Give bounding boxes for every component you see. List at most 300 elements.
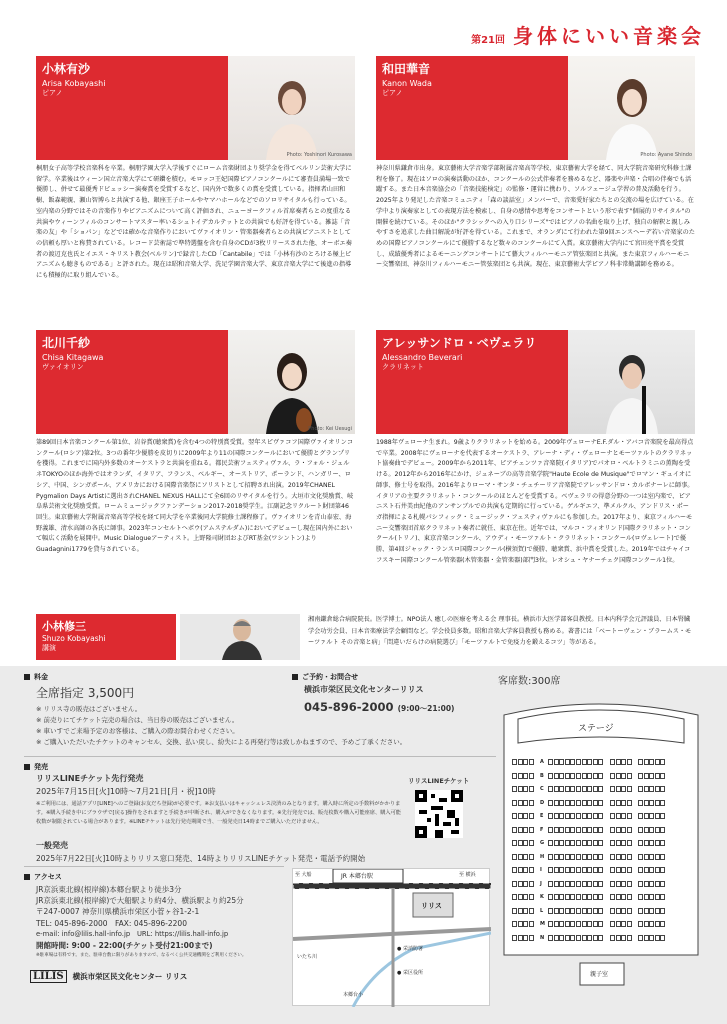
seat: [554, 894, 559, 900]
seat: [593, 935, 598, 941]
seat: [598, 786, 603, 792]
seat: [518, 867, 523, 873]
seat: [610, 800, 615, 806]
portrait-icon: [262, 346, 322, 434]
seat: [570, 894, 575, 900]
seat: [582, 840, 587, 846]
seat: [518, 759, 523, 765]
seat: [638, 813, 643, 819]
seat: [627, 840, 632, 846]
name-panel: [376, 330, 568, 434]
sale-heading: 発売: [24, 762, 48, 772]
seat: [616, 908, 621, 914]
seat: [582, 827, 587, 833]
seat: [576, 786, 581, 792]
seat: [649, 881, 654, 887]
seat: [627, 921, 632, 927]
photo-credit: Photo: Ayane Shindo: [640, 152, 692, 158]
seat: [559, 759, 564, 765]
seat: [598, 759, 603, 765]
seat: [570, 867, 575, 873]
ticket-note: ※ 車いすでご来場予定のお客様は、ご購入の際お問合わせください。: [36, 727, 239, 735]
seat-row-label: D: [540, 799, 545, 806]
seat: [644, 881, 649, 887]
seat: [559, 935, 564, 941]
seat: [582, 854, 587, 860]
seat: [627, 867, 632, 873]
seat: [570, 813, 575, 819]
seat: [582, 894, 587, 900]
seat: [644, 759, 649, 765]
seat: [655, 935, 660, 941]
seat: [621, 867, 626, 873]
seat: [529, 813, 534, 819]
seat: [593, 867, 598, 873]
seat: [621, 881, 626, 887]
seat: [570, 881, 575, 887]
ticket-price: 全席指定 3,500円: [36, 686, 135, 700]
map-place: ● 栄消防署: [397, 946, 423, 952]
seat: [512, 881, 517, 887]
seat: [638, 908, 643, 914]
seat: [587, 854, 592, 860]
seat: [598, 867, 603, 873]
seat: [529, 786, 534, 792]
seat: [644, 827, 649, 833]
seat: [565, 894, 570, 900]
seat: [570, 840, 575, 846]
seat: [621, 854, 626, 860]
seat: [548, 921, 553, 927]
seat: [644, 894, 649, 900]
seat: [512, 827, 517, 833]
performer-bio: 神奈川県鎌倉市出身。東京藝術大学音楽学部附属音楽高等学校、東京藝術大学を経て、同大学院音楽研究科修士課程を修了。現在はソロの演奏活動のほか、コンクールの公式伴奏者を務めるなど、器楽や声楽・合唱の伴奏でも活躍する。また日本音楽協会の「音楽技能検定」の監修・運営に携わり、ソルフェージュ学習の普及活動を行う。2025年より発足した音楽コミュニティ「森の談話室」メンバーで、音楽愛好家たちとの交流の場を広げている。在学中より演奏家としての表現方法を模索し、自身の感情や思考をコンサートという形で表す"個展的リサイタル"の開催を続けている。そのほか"クラシックへの入り口シリーズ"ではピアノの名曲を取り上げ、独自の解釈と親しみやすさを追求した曲目解説が好評を得ている。これまで、オランダにて行われた第9回エンスヘーデ若い音楽家のための国際ピアノコンクールにて優勝するなど数々のコンクールにて入賞。東京藝術大学内にて宮田亮平賞を受賞し、成績優秀者によるモーニングコンサートにて藝大フィルハーモニア管弦楽団と共演。また東京フィルハーモニー交響楽団、神奈川フィルハーモニー管弦楽団とも共演。現在、東京藝術大学ピアノ科非常勤講師を務める。: [376, 165, 695, 269]
seat: [554, 813, 559, 819]
contact-phone: 045-896-2000 (9:00～21:00): [304, 700, 455, 714]
seat: [518, 894, 523, 900]
seat: [655, 854, 660, 860]
seat: [660, 921, 665, 927]
seat: [616, 921, 621, 927]
seat: [655, 759, 660, 765]
seat: [593, 813, 598, 819]
seat: [621, 800, 626, 806]
seat: [616, 881, 621, 887]
seat: [593, 786, 598, 792]
performer-name-jp: 小林有沙: [42, 62, 91, 76]
performer-role: クラリネット: [382, 363, 424, 371]
line-sale-notes: ※ご利用には、通話アプリ[LINE]へのご登録(お友だち登録)が必要です。※お支払いはキャッシュレス決済のみとなります。購入時に所定の手数料がかかります。※購入手続き中にブラウザで[戻る]操作をされますと手続きが中断され、購入ができなくなります。※先行発売では、販売枚数や購入可能座席、購入可能枚数が制限されている場合があります。※LINEチケットは先行発売期間で当、一般発売日14時までご購入いただけません。: [36, 801, 401, 825]
seat: [518, 921, 523, 927]
seat: [655, 800, 660, 806]
performer-card: [36, 56, 355, 334]
seat: [649, 921, 654, 927]
seat: [660, 827, 665, 833]
seat: [610, 813, 615, 819]
name-panel: [36, 330, 228, 434]
seat: [570, 800, 575, 806]
seat: [649, 813, 654, 819]
seat-row-label: G: [540, 840, 545, 846]
seat: [518, 827, 523, 833]
seat: [621, 935, 626, 941]
seat: [548, 786, 553, 792]
seat: [655, 881, 660, 887]
seat: [523, 935, 528, 941]
performer-photo: [228, 330, 355, 434]
seat: [587, 921, 592, 927]
seat: [644, 786, 649, 792]
seat: [570, 759, 575, 765]
map-station: JR 本郷台駅: [341, 873, 373, 880]
seat: [610, 759, 615, 765]
seat: [570, 827, 575, 833]
seat: [655, 813, 660, 819]
seat: [627, 935, 632, 941]
seat: [660, 894, 665, 900]
seating-chart: [498, 685, 703, 1015]
seat-row-label: L: [540, 907, 544, 914]
seat: [616, 800, 621, 806]
performer-name-en: Chisa Kitagawa: [42, 353, 104, 362]
seat: [512, 800, 517, 806]
seat: [582, 800, 587, 806]
seat: [529, 773, 534, 779]
seat: [529, 867, 534, 873]
seat: [554, 840, 559, 846]
seat: [529, 921, 534, 927]
seat: [559, 827, 564, 833]
seat: [598, 908, 603, 914]
seat: [576, 867, 581, 873]
seat: [570, 854, 575, 860]
seat: [565, 908, 570, 914]
seat: [598, 813, 603, 819]
header: [471, 20, 705, 49]
seat: [554, 854, 559, 860]
seat: [576, 827, 581, 833]
seat: [616, 840, 621, 846]
performer-name-jp: 北川千紗: [42, 336, 91, 350]
seat: [554, 786, 559, 792]
seat: [559, 894, 564, 900]
seat: [512, 921, 517, 927]
seat: [638, 854, 643, 860]
ticket-note: ※ 前売りにてチケット完売の場合は、当日券の販売はございません。: [36, 716, 239, 724]
seat: [644, 800, 649, 806]
seat: [570, 921, 575, 927]
seat: [649, 786, 654, 792]
seat: [627, 786, 632, 792]
seat: [523, 759, 528, 765]
seat: [638, 867, 643, 873]
access-line: 開館時間: 9:00 - 22:00(チケット受付21:00まで): [36, 941, 213, 951]
seat: [548, 759, 553, 765]
seat: [638, 800, 643, 806]
seat: [598, 840, 603, 846]
seat: [649, 894, 654, 900]
seat: [512, 786, 517, 792]
seat: [565, 800, 570, 806]
seat: [512, 908, 517, 914]
access-line: e-mail: info@lilis.hall-info.jp URL: https://lilis.hall-info.jp: [36, 929, 229, 938]
map-place: ● 栄区役所: [397, 970, 423, 976]
name-panel: [36, 56, 228, 160]
seat: [660, 759, 665, 765]
seat: [523, 921, 528, 927]
seat: [512, 854, 517, 860]
performer-bio: 1988年ヴェローナ生まれ。9歳よりクラリネットを始める。2009年ヴェローナE.F.ダル・アバコ音楽院を最高得点で卒業。2008年にヴェローナを代表するオーケストラ、アレーナ・ディ・ヴェローナとモーツァルトのクラリネット協奏曲でデビュー。2009年から2011年、ピアチェンツァ音楽院(イタリア)でパオロ・ベルトラミニの薫陶を受ける。2012年から2016年にかけ、ジュネーブの高等音楽学院"Haute Ecole de Musique"でロマン・ギュイオに師事、修士号を取得。2016年よりローマ・サンタ・チェチーリア音楽院でアレッサンドロ・カルボナーレに師事。イタリアの主要クラリネット・コンクールのほとんどを受賞する。ベヴェラリの得意分野の一つは室内楽で、ピアニスト石井美由紀他のアンサンブルでの共演も定期的に行っている。ゲルギエフ、準メルクル、アンドリス・ポーガ指揮による札幌パシフィック・ミュージック・フェスティヴァルにも参加した。2017年より、東京フィルハーモニー交響楽団首席クラリネット奏者に就任、東京在住。近年では、マルコ・フィオリンド国際クラリネット・コンクール(トリノ)、東京音楽コンクール、アウディ・モーツァルト・クラリネット・コンクール(ロヴェレート)で優勝、第4回ジャック・ランスロ国際コンクール(横須賀)で優勝、聴衆賞、浜中賞を受賞した。2019年ではチャイコフスキー国際コンクール管楽器(木管楽器・金管楽器)部門3位。レオシュ・ヤナーチェク国際コンクール1位。: [376, 439, 694, 564]
seat: [638, 759, 643, 765]
seat: [660, 800, 665, 806]
seat-row-label: E: [540, 813, 544, 819]
seat: [660, 908, 665, 914]
seat: [565, 827, 570, 833]
performer-name-en: Alessandro Beverari: [382, 353, 463, 362]
seat: [649, 773, 654, 779]
seat: [559, 786, 564, 792]
access-line: JR京浜東北線(根岸線)本郷台駅より徒歩3分: [36, 885, 182, 894]
seat: [576, 921, 581, 927]
access-line: JR京浜東北線(根岸線)で大船駅より約4分、横浜駅より約25分: [36, 896, 244, 906]
ticket-note: ※ リリス寺の販売はございません。: [36, 705, 142, 713]
seat: [660, 786, 665, 792]
access-info: [36, 884, 291, 951]
seat: [518, 908, 523, 914]
seat: [523, 773, 528, 779]
seat: [565, 854, 570, 860]
seat: [649, 840, 654, 846]
seat-row-label: F: [540, 826, 544, 833]
seat: [554, 921, 559, 927]
seat: [559, 921, 564, 927]
seat: [512, 935, 517, 941]
performer-name-en: Arisa Kobayashi: [42, 79, 106, 88]
seat-row-label: M: [540, 921, 545, 927]
seat: [559, 881, 564, 887]
seat: [518, 840, 523, 846]
seat: [644, 773, 649, 779]
seat: [559, 773, 564, 779]
seat: [548, 935, 553, 941]
seat: [565, 867, 570, 873]
seat: [548, 881, 553, 887]
seat: [576, 908, 581, 914]
seat: [548, 894, 553, 900]
seat: [610, 894, 615, 900]
seat: [523, 786, 528, 792]
qr-code[interactable]: [415, 790, 463, 838]
seat: [587, 867, 592, 873]
footer-logo: [30, 970, 187, 983]
map-road: 至 横浜: [459, 872, 476, 878]
map-road: 至 大船: [295, 872, 312, 878]
map-place: 本郷台小: [343, 992, 364, 998]
portrait-icon: [220, 614, 264, 660]
portrait-icon: [262, 72, 322, 160]
seat: [616, 759, 621, 765]
seat: [565, 786, 570, 792]
seat: [627, 759, 632, 765]
seat: [627, 908, 632, 914]
seat: [638, 935, 643, 941]
lecturer-section: [36, 614, 696, 660]
seat: [523, 827, 528, 833]
photo-credit: Photo: Kei Uesugi: [308, 426, 352, 432]
map-icon: [293, 869, 491, 1007]
seat-count: 客席数:300席: [498, 676, 561, 687]
seat: [518, 800, 523, 806]
contact-venue: 横浜市栄区民文化センターリリス: [304, 685, 424, 694]
seat: [616, 773, 621, 779]
seat: [554, 881, 559, 887]
general-sale-date: 2025年7月22日[火]10時よりリリス窓口発売、14時よりリリスLINEチケット発売・電話予約開始: [36, 854, 366, 863]
seat: [523, 854, 528, 860]
seat: [655, 867, 660, 873]
seat: [548, 773, 553, 779]
seat: [565, 759, 570, 765]
seat: [559, 800, 564, 806]
seat: [598, 881, 603, 887]
seat: [593, 854, 598, 860]
stage-label: ステージ: [578, 724, 614, 734]
seat: [660, 935, 665, 941]
seat: [559, 854, 564, 860]
seat: [529, 800, 534, 806]
seat: [598, 921, 603, 927]
seat: [644, 921, 649, 927]
seat: [660, 854, 665, 860]
seat: [565, 813, 570, 819]
ticket-heading: 料金: [24, 672, 48, 682]
edition-label: 第21回: [471, 35, 505, 46]
seat: [649, 935, 654, 941]
seat: [638, 881, 643, 887]
seat: [587, 773, 592, 779]
seat: [582, 759, 587, 765]
seat: [610, 935, 615, 941]
seat: [610, 921, 615, 927]
seat: [523, 813, 528, 819]
seat: [523, 800, 528, 806]
seat: [644, 854, 649, 860]
seat: [598, 935, 603, 941]
seat-row-label: A: [540, 759, 544, 765]
seat: [616, 867, 621, 873]
seat-row-label: K: [540, 894, 544, 900]
map-lilis: リリス: [421, 902, 442, 910]
performer-card: [376, 56, 695, 334]
seat: [660, 773, 665, 779]
qr-label: リリスLINEチケット: [408, 777, 470, 785]
seat: [523, 867, 528, 873]
seat: [598, 827, 603, 833]
seat: [621, 921, 626, 927]
portrait-icon: [602, 346, 662, 434]
seat: [627, 773, 632, 779]
seat: [548, 854, 553, 860]
seat: [593, 840, 598, 846]
seat: [565, 935, 570, 941]
seat: [529, 908, 534, 914]
seat: [610, 908, 615, 914]
seat: [554, 773, 559, 779]
seat: [523, 840, 528, 846]
general-sale-title: 一般発売: [36, 841, 68, 850]
seat: [576, 800, 581, 806]
seat: [655, 827, 660, 833]
seat: [576, 935, 581, 941]
seat: [610, 773, 615, 779]
seat-row-label: I: [540, 867, 542, 873]
seat: [523, 894, 528, 900]
seat: [655, 894, 660, 900]
lecturer-name-en: Shuzo Kobayashi: [42, 634, 106, 643]
seat: [627, 854, 632, 860]
seat: [548, 800, 553, 806]
seat: [621, 840, 626, 846]
seat: [548, 813, 553, 819]
seat: [570, 773, 575, 779]
seat: [638, 840, 643, 846]
seat: [576, 759, 581, 765]
seat: [582, 921, 587, 927]
seat: [616, 894, 621, 900]
seat: [548, 908, 553, 914]
lecturer-name-jp: 小林修三: [42, 620, 86, 633]
seat: [616, 935, 621, 941]
seat: [587, 894, 592, 900]
seat: [610, 827, 615, 833]
seat: [576, 894, 581, 900]
seat: [559, 813, 564, 819]
seat: [593, 759, 598, 765]
seat: [512, 759, 517, 765]
seat: [512, 840, 517, 846]
seat: [621, 908, 626, 914]
seat: [529, 881, 534, 887]
seat: [644, 813, 649, 819]
seat: [649, 867, 654, 873]
seat: [638, 773, 643, 779]
seat: [570, 935, 575, 941]
seat: [582, 786, 587, 792]
seat: [529, 759, 534, 765]
seat: [627, 800, 632, 806]
performer-bio: 第89回日本音楽コンクール第1位、岩谷賞(聴衆賞)を含む4つの特別賞受賞。翌年スピヴァコフ国際ヴァイオリンコンクール(ロシア)第2位。3つの番年少優勝を皮切りに2009年より11の国際コンクールにおいて優勝とグランプリを獲得。これまでに国内外多数のオーケストラと共演を重ねる。都民芸術フェスティヴァル、ラ・フォル・ジュルネTOKYOのほか海外ではオランダ、イタリア、フランス、ベルギー、オーストリア、ポーランド、ハンガリー、ロシア、中国、シンガポール、アメリカにおける国際音楽祭にソリストとして招聘され出演。2019年CHANEL Pygmalion Days Artistに選出されCHANEL NEXUS HALLにて全6回のリサイタルを行う。大垣市文化奨励賞、岐阜県芸術文化奨励受賞。ロームミュージックファンデーション2017-2018奨学生。江副記念リクルート財団第46回生。東京藝術大学附属音楽高等学校を経て同大学を卒業後同大学院修士課程修了。ヴァイオリンを青山泰宏、海野義雄、清水高師の各氏に師事。2023年コンセルトヘボウ(アムステルダム)においてデビューし現在国内外において幅広く活動を展開中。Music Dialogueアーティスト。上野隆司財団およびRT基金(ワシントン)よりGuadagnini1779を貸与されている。: [36, 439, 354, 554]
access-map[interactable]: [292, 868, 490, 1006]
seat: [576, 813, 581, 819]
seat: [649, 800, 654, 806]
seat: [598, 894, 603, 900]
seat: [576, 854, 581, 860]
seat: [576, 881, 581, 887]
name-panel: [376, 56, 568, 160]
seat: [512, 813, 517, 819]
seat: [598, 854, 603, 860]
seat: [627, 813, 632, 819]
seat: [576, 773, 581, 779]
seat: [582, 773, 587, 779]
seat: [644, 840, 649, 846]
seat: [587, 935, 592, 941]
seat: [576, 840, 581, 846]
seat: [655, 786, 660, 792]
seat: [582, 935, 587, 941]
seat: [610, 854, 615, 860]
seat: [582, 908, 587, 914]
seat: [559, 867, 564, 873]
